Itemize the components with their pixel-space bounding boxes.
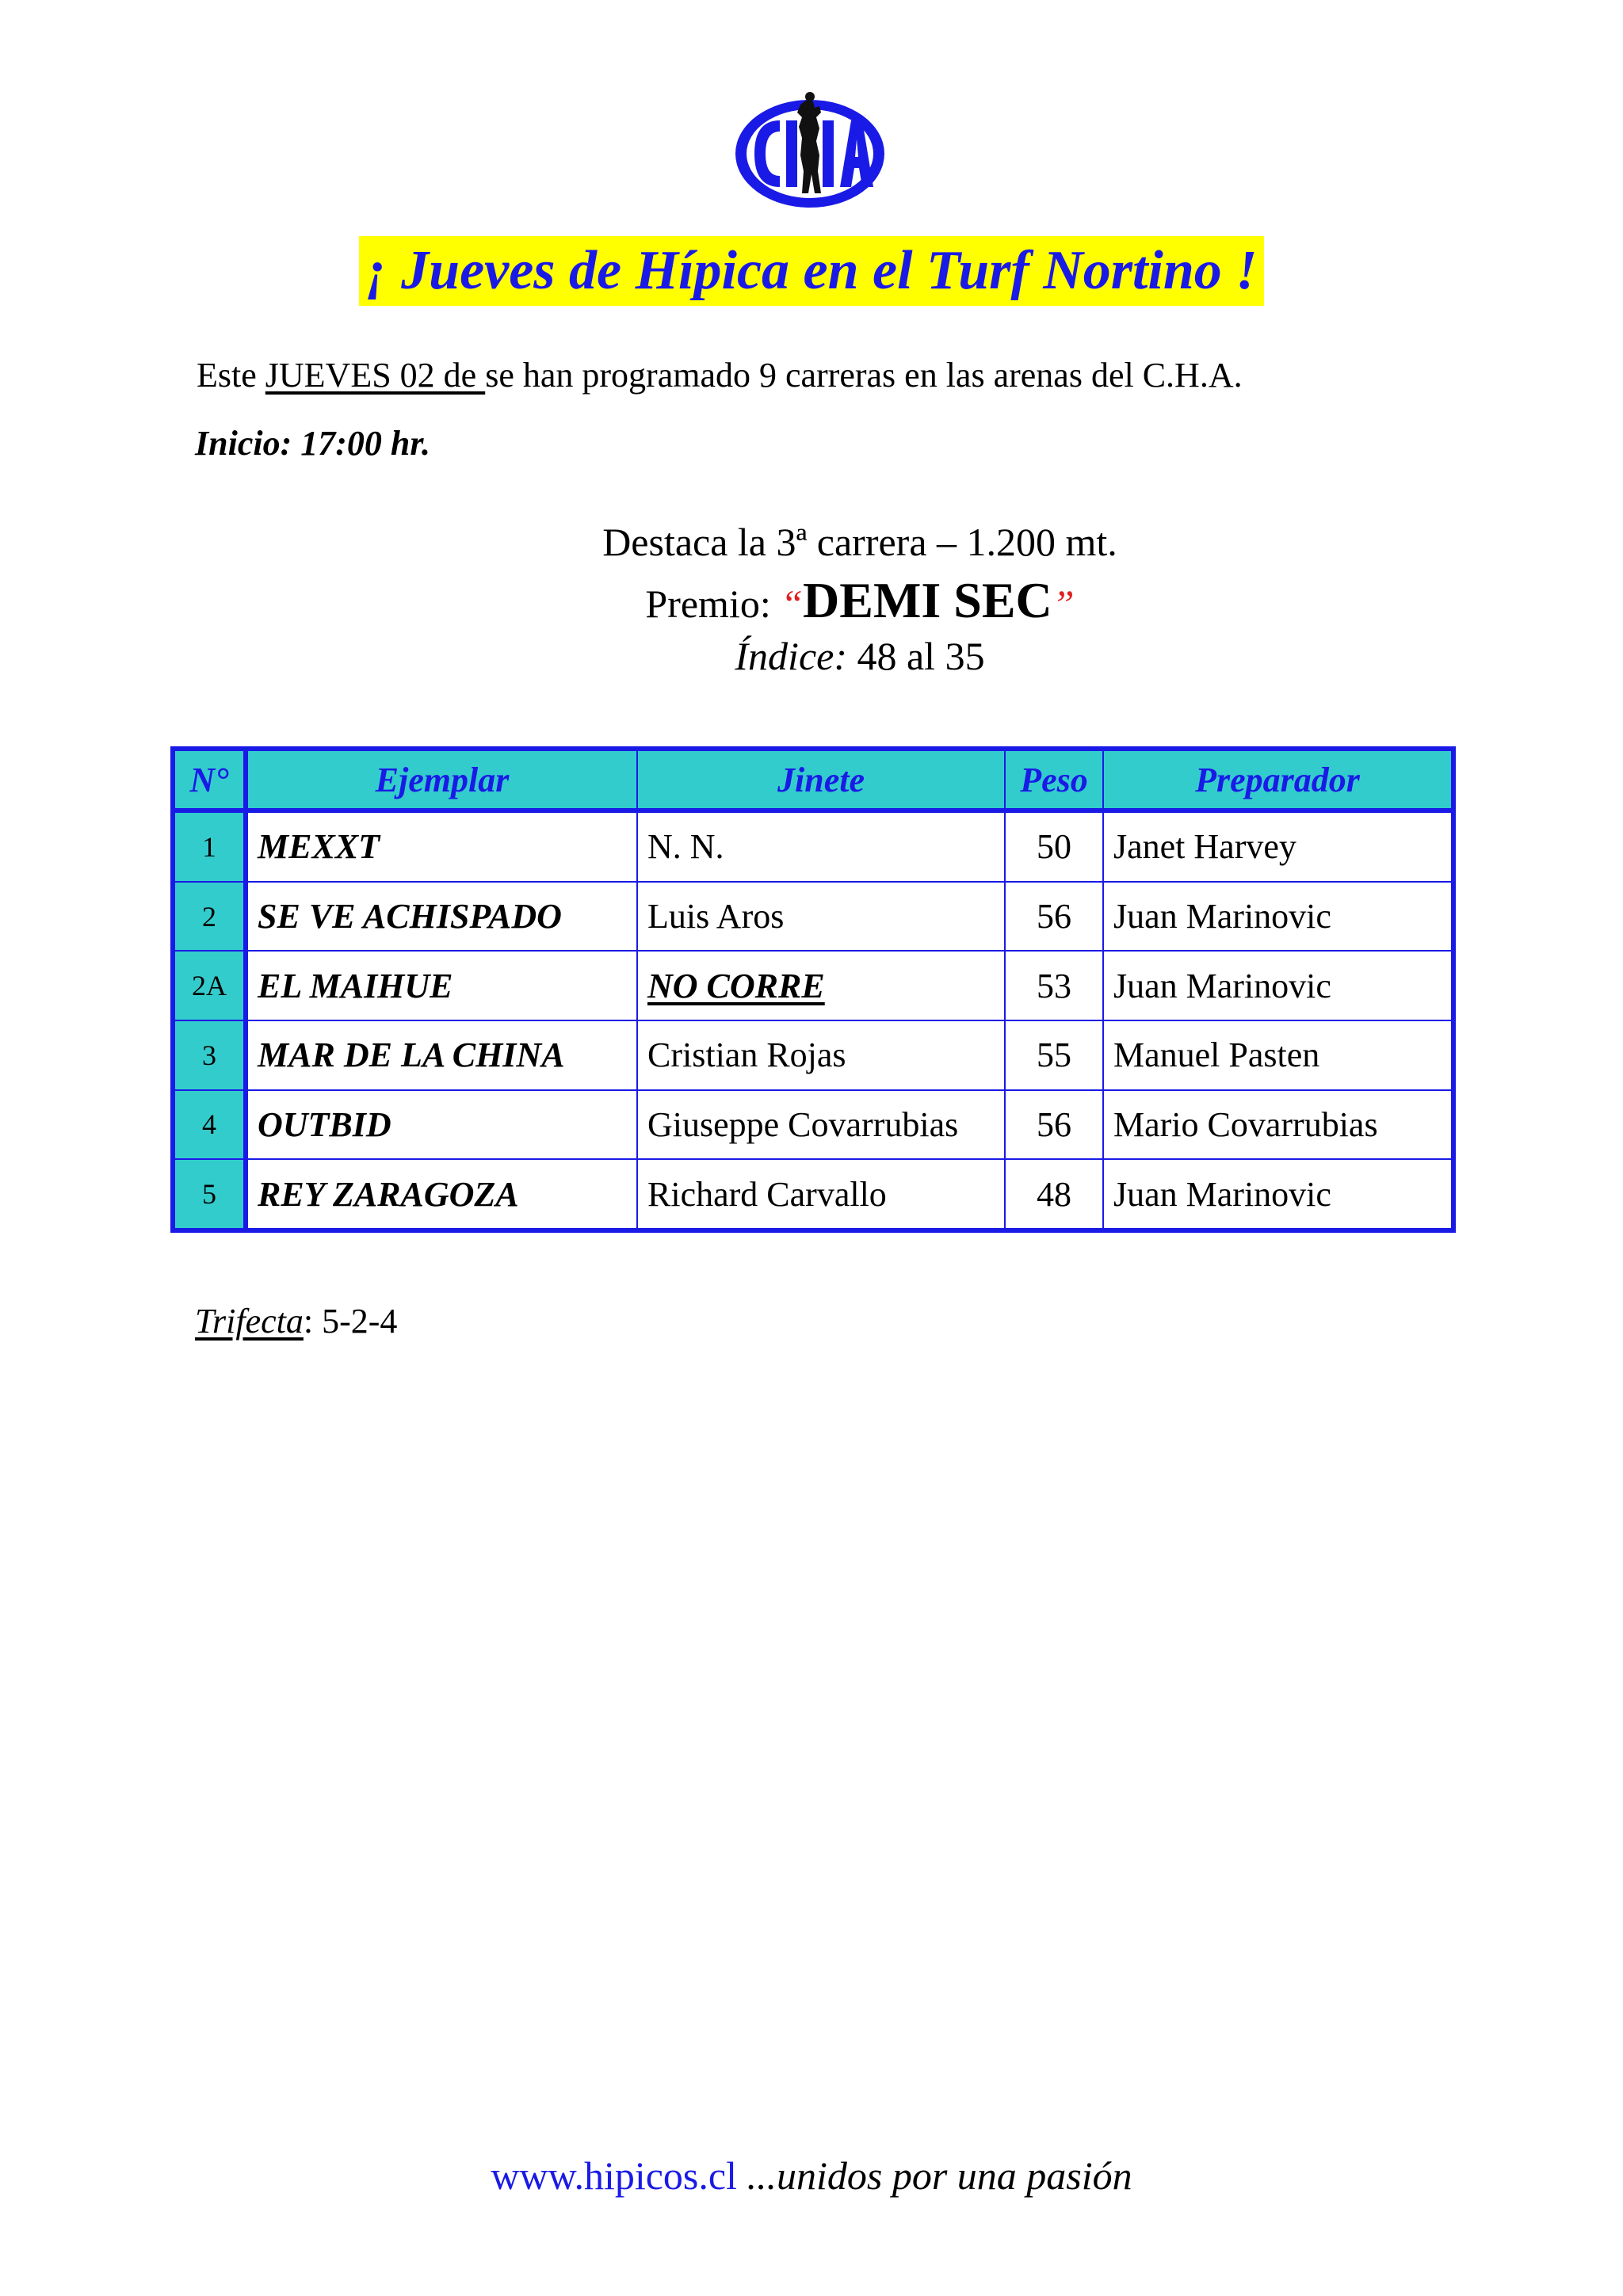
cell-horse: REY ZARAGOZA bbox=[246, 1159, 637, 1230]
header-jockey: Jinete bbox=[637, 749, 1005, 810]
cell-number: 2 bbox=[173, 882, 246, 952]
header-weight: Peso bbox=[1005, 749, 1103, 810]
footer-url-link[interactable]: www.hipicos.cl bbox=[491, 2153, 737, 2198]
cha-logo bbox=[731, 89, 889, 215]
headline-wrapper bbox=[0, 236, 1623, 306]
cell-jockey: Giuseppe Covarrubias bbox=[637, 1090, 1005, 1160]
start-time: Inicio: 17:00 hr. bbox=[195, 424, 431, 463]
header-horse: Ejemplar bbox=[246, 749, 637, 810]
cell-jockey: Richard Carvallo bbox=[637, 1159, 1005, 1230]
cell-trainer: Janet Harvey bbox=[1103, 810, 1453, 882]
table-header-row bbox=[173, 749, 1453, 810]
cell-horse: OUTBID bbox=[246, 1090, 637, 1160]
cell-trainer: Mario Covarrubias bbox=[1103, 1090, 1453, 1160]
prize-quote-open: “ bbox=[781, 582, 804, 626]
cell-trainer: Juan Marinovic bbox=[1103, 951, 1453, 1020]
table-header bbox=[173, 749, 1453, 810]
cell-number: 5 bbox=[173, 1159, 246, 1230]
featured-prize bbox=[0, 570, 1623, 634]
table-row bbox=[173, 882, 1453, 952]
featured-index bbox=[0, 631, 1623, 681]
intro-text bbox=[197, 353, 1243, 398]
cell-trainer: Juan Marinovic bbox=[1103, 882, 1453, 952]
intro-suffix: se han programado 9 carreras en las arenas del C.H.A. bbox=[485, 356, 1243, 395]
cell-weight: 56 bbox=[1005, 882, 1103, 952]
cell-weight: 55 bbox=[1005, 1020, 1103, 1090]
header-number: N° bbox=[173, 749, 246, 810]
footer bbox=[0, 2150, 1623, 2201]
cell-weight: 56 bbox=[1005, 1090, 1103, 1160]
cell-weight: 53 bbox=[1005, 951, 1103, 1020]
prize-name: DEMI SEC bbox=[803, 572, 1052, 628]
cell-number: 1 bbox=[173, 810, 246, 882]
cell-jockey-scratched: NO CORRE bbox=[637, 951, 1005, 1020]
header-trainer: Preparador bbox=[1103, 749, 1453, 810]
table-body bbox=[173, 810, 1453, 1230]
table-row bbox=[173, 1020, 1453, 1090]
index-label: Índice: bbox=[735, 634, 847, 678]
cell-trainer: Manuel Pasten bbox=[1103, 1020, 1453, 1090]
cell-number: 4 bbox=[173, 1090, 246, 1160]
index-value: 48 al 35 bbox=[846, 634, 985, 678]
cell-horse: MEXXT bbox=[246, 810, 637, 882]
featured-race-line: Destaca la 3ª carrera – 1.200 mt. bbox=[602, 520, 1117, 564]
page-title: ¡ Jueves de Hípica en el Turf Nortino ! bbox=[359, 236, 1263, 306]
cell-jockey: N. N. bbox=[637, 810, 1005, 882]
trifecta-result bbox=[195, 1299, 397, 1344]
cell-weight: 50 bbox=[1005, 810, 1103, 882]
cell-trainer: Juan Marinovic bbox=[1103, 1159, 1453, 1230]
cell-number: 3 bbox=[173, 1020, 246, 1090]
race-entries-table bbox=[170, 746, 1456, 1233]
intro-date: JUEVES 02 de bbox=[265, 356, 486, 395]
cell-jockey: Luis Aros bbox=[637, 882, 1005, 952]
prize-label: Premio: bbox=[645, 582, 781, 626]
cell-horse: SE VE ACHISPADO bbox=[246, 882, 637, 952]
trifecta-label: Trifecta bbox=[195, 1302, 304, 1341]
footer-slogan: ...unidos por una pasión bbox=[736, 2153, 1132, 2198]
cell-horse: EL MAIHUE bbox=[246, 951, 637, 1020]
cha-logo-icon bbox=[731, 89, 889, 215]
table-row bbox=[173, 1159, 1453, 1230]
trifecta-value: : 5-2-4 bbox=[303, 1302, 398, 1341]
table-row bbox=[173, 951, 1453, 1020]
cell-number: 2A bbox=[173, 951, 246, 1020]
cell-horse: MAR DE LA CHINA bbox=[246, 1020, 637, 1090]
table-row bbox=[173, 810, 1453, 882]
cell-weight: 48 bbox=[1005, 1159, 1103, 1230]
table-row bbox=[173, 1090, 1453, 1160]
intro-prefix: Este bbox=[197, 356, 265, 395]
prize-quote-close: ” bbox=[1052, 582, 1075, 626]
cell-jockey: Cristian Rojas bbox=[637, 1020, 1005, 1090]
